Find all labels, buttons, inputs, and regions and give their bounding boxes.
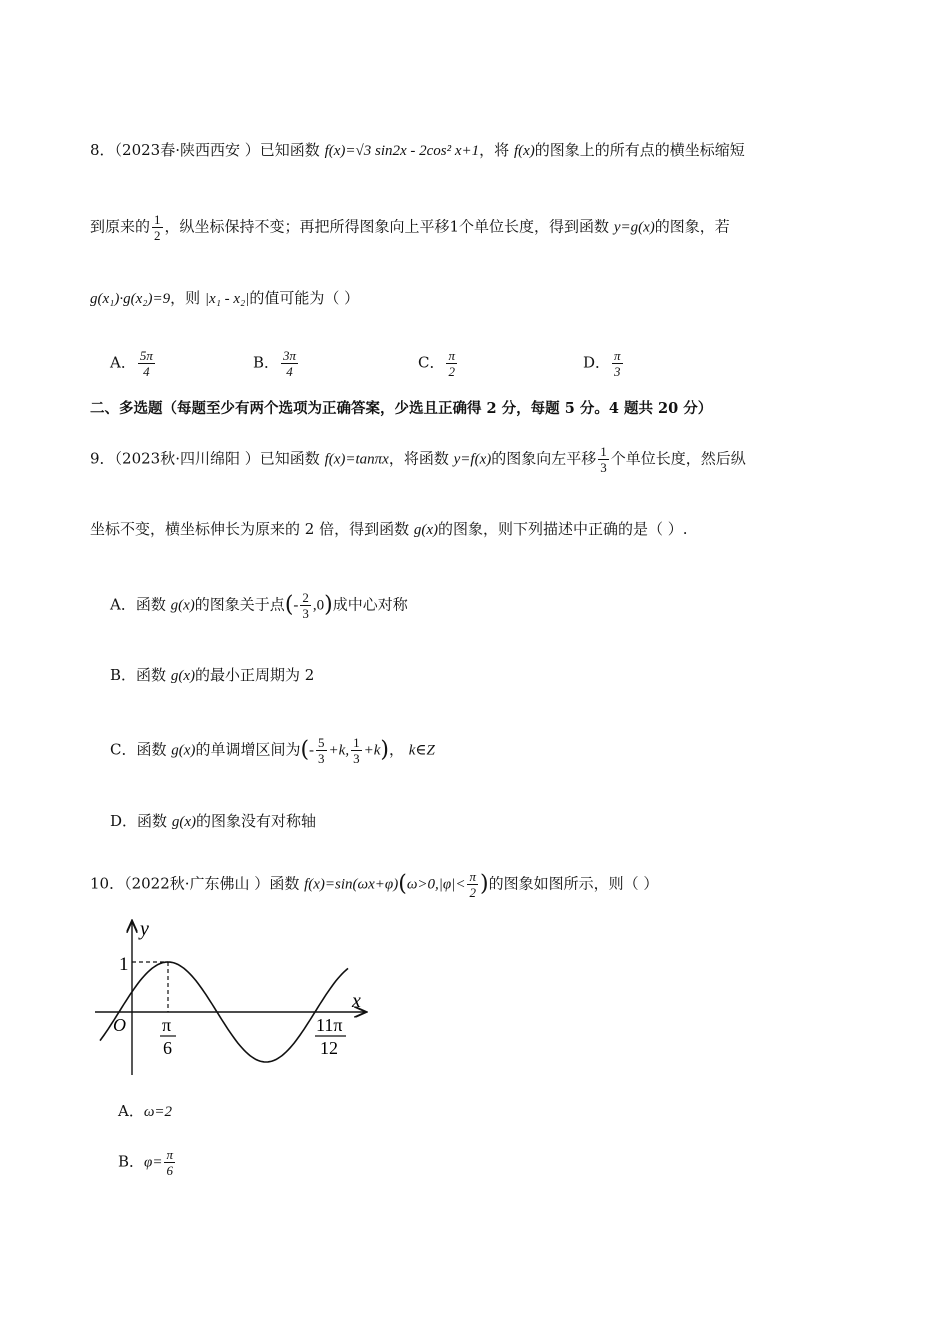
q10-text: 的图象如图所示，则（ ） [488, 874, 659, 893]
q9-text: 已知函数 [259, 449, 320, 468]
q8-option-d[interactable] [583, 348, 625, 379]
q8-abs: |x₁ - x₂| [204, 291, 250, 307]
y-axis-label: y [140, 918, 149, 940]
option-fraction [281, 348, 298, 379]
x-tick-11pi12-den: 12 [320, 1038, 338, 1058]
option-label: A． [110, 353, 136, 372]
q8-text: ，则 [170, 289, 201, 307]
q8-source: （2023春·陕西西安 ） [114, 141, 260, 159]
frac-num: π [448, 348, 455, 363]
q8-option-a[interactable] [110, 348, 157, 379]
q8-fx: f(x) [513, 143, 535, 159]
option-label: A． [118, 1102, 144, 1120]
option-fraction [316, 735, 327, 766]
option-label: C． [418, 353, 445, 372]
option-kz: k∈Z [408, 742, 435, 759]
q10-text: 函数 [269, 874, 300, 893]
q9-text: 的图象向左平移 [491, 449, 597, 468]
q8-option-c[interactable] [418, 348, 459, 379]
option-text: 函数 [137, 812, 168, 830]
frac-num: π [469, 869, 476, 884]
q8-text: ，将 [479, 141, 510, 159]
q8-formula-f: f(x)=√3 sin2x - 2cos² x+1 [324, 143, 480, 159]
q10-line1 [90, 869, 658, 900]
x-tick-pi6-den: 6 [163, 1038, 172, 1058]
q8-text: ，纵坐标保持不变；再把所得图象向上平移1个单位长度，得到函数 [164, 217, 610, 236]
frac-den: 3 [614, 364, 621, 379]
q9-text: 个单位长度，然后纵 [610, 449, 746, 468]
q8-option-b[interactable] [253, 348, 300, 379]
q8-text: 到原来的 [90, 217, 151, 236]
option-text: 的单调增区间为 [195, 740, 301, 759]
option-text: 函数 [135, 595, 166, 614]
option-gx: g(x) [171, 742, 196, 759]
frac-den: 2 [448, 364, 455, 379]
q9-gx: g(x) [413, 522, 439, 538]
option-gx: g(x) [171, 814, 196, 830]
option-label: B． [253, 353, 280, 372]
paren-left: ( [284, 592, 294, 618]
q9-option-b[interactable] [110, 664, 314, 687]
option-label: B． [118, 1152, 145, 1171]
x-axis-label: x [352, 990, 361, 1012]
paren-right: ) [380, 737, 389, 763]
paren-right: ) [324, 592, 333, 618]
frac-den: 4 [286, 364, 293, 379]
option-text: 的图象关于点 [194, 595, 285, 614]
q9-source: （2023秋·四川绵阳 ） [114, 449, 260, 468]
option-gx: g(x) [170, 597, 195, 614]
frac-den: 3 [302, 606, 309, 621]
interval-tail: +k, [328, 742, 350, 759]
q9-formula-f: f(x)=tanπx [324, 451, 389, 468]
paren-right: ) [479, 871, 489, 897]
option-text: 的最小正周期为 2 [194, 666, 315, 684]
q9-option-d[interactable] [110, 810, 316, 833]
x-tick-11pi12-num: 11π [316, 1015, 343, 1035]
q8-text: 的值可能为（ ） [249, 289, 360, 307]
option-fraction [446, 348, 457, 379]
q8-text: 的图象上的所有点的横坐标缩短 [534, 141, 745, 159]
frac-num: 3π [283, 348, 297, 363]
option-gx: g(x) [170, 668, 195, 684]
q8-text: 已知函数 [259, 141, 320, 159]
section-heading: 二、多选题（每题至少有两个选项为正确答案，少选且正确得 2 分，每题 5 分。4 题共 20 分） [90, 400, 713, 417]
q8-line2 [90, 212, 730, 243]
q8-condition: g(x₁)·g(x₂)=9 [90, 291, 171, 307]
y-tick-1: 1 [119, 954, 129, 975]
option-text: φ= [144, 1154, 163, 1171]
paren-left: ( [398, 871, 407, 897]
option-label: B． [110, 666, 137, 684]
q8-fraction-half [152, 212, 163, 243]
origin-label: O [113, 1015, 126, 1035]
frac-num: 5 [318, 735, 325, 750]
option-label: D． [110, 812, 138, 830]
q10-sine-graph [90, 915, 370, 1080]
option-text: 的图象没有对称轴 [195, 812, 316, 830]
frac-num: π [166, 1147, 173, 1162]
paren-left: ( [300, 737, 310, 763]
q9-option-a[interactable] [110, 590, 408, 621]
sign: - [293, 597, 299, 614]
q8-gx-eq: y=g(x) [613, 219, 655, 236]
q10-condition: ω>0,|φ|< [406, 876, 466, 893]
q9-line1 [90, 444, 746, 475]
q8-number: 8． [90, 141, 115, 159]
q9-fraction-third [598, 444, 609, 475]
frac-num: π [614, 348, 621, 363]
frac-den: 2 [154, 228, 161, 243]
frac-num: 5π [139, 348, 153, 363]
q10-source: （2022秋·广东佛山 ） [124, 874, 270, 893]
q9-number: 9． [90, 449, 115, 468]
q8-line1 [90, 139, 745, 162]
q9-yfx: y=f(x) [453, 451, 492, 468]
option-label: A． [110, 595, 136, 614]
frac-den: 3 [600, 460, 607, 475]
option-fraction [351, 735, 362, 766]
interval-tail: +k [363, 742, 381, 759]
option-label: C． [110, 740, 137, 759]
q9-text: 坐标不变，横坐标伸长为原来的 2 倍，得到函数 [90, 520, 410, 538]
frac-den: 4 [143, 364, 150, 379]
option-fraction [612, 348, 623, 379]
q10-fraction [467, 869, 478, 900]
frac-den: 3 [353, 751, 360, 766]
q9-text: 的图象，则下列描述中正确的是（ ）. [438, 520, 688, 538]
option-text: 成中心对称 [332, 595, 408, 614]
frac-num: 2 [302, 590, 309, 605]
frac-den: 2 [469, 885, 476, 900]
x-tick-pi6-num: π [162, 1015, 172, 1035]
q10-option-a[interactable] [118, 1100, 172, 1123]
option-text: 函数 [136, 666, 167, 684]
q10-option-b[interactable] [118, 1147, 177, 1178]
option-fraction [300, 590, 311, 621]
frac-num: 1 [154, 212, 161, 227]
frac-num: 1 [353, 735, 360, 750]
option-text: ， [388, 740, 404, 759]
q10-formula: f(x)=sin(ωx+φ) [304, 876, 399, 893]
option-fraction [138, 348, 155, 379]
q8-line3 [90, 287, 359, 310]
option-text: ω=2 [143, 1104, 173, 1120]
option-label: D． [583, 353, 611, 372]
q9-line2 [90, 518, 688, 541]
sign: - [309, 742, 315, 759]
q8-text: 的图象，若 [654, 217, 730, 236]
q10-number: 10． [90, 874, 125, 893]
frac-den: 3 [318, 751, 325, 766]
option-text: 函数 [136, 740, 167, 759]
frac-den: 6 [166, 1163, 173, 1178]
q9-text: ，将函数 [388, 449, 449, 468]
option-fraction [164, 1147, 175, 1178]
point-tail: ,0 [312, 597, 325, 614]
frac-num: 1 [600, 444, 607, 459]
q9-option-c[interactable] [110, 735, 435, 766]
